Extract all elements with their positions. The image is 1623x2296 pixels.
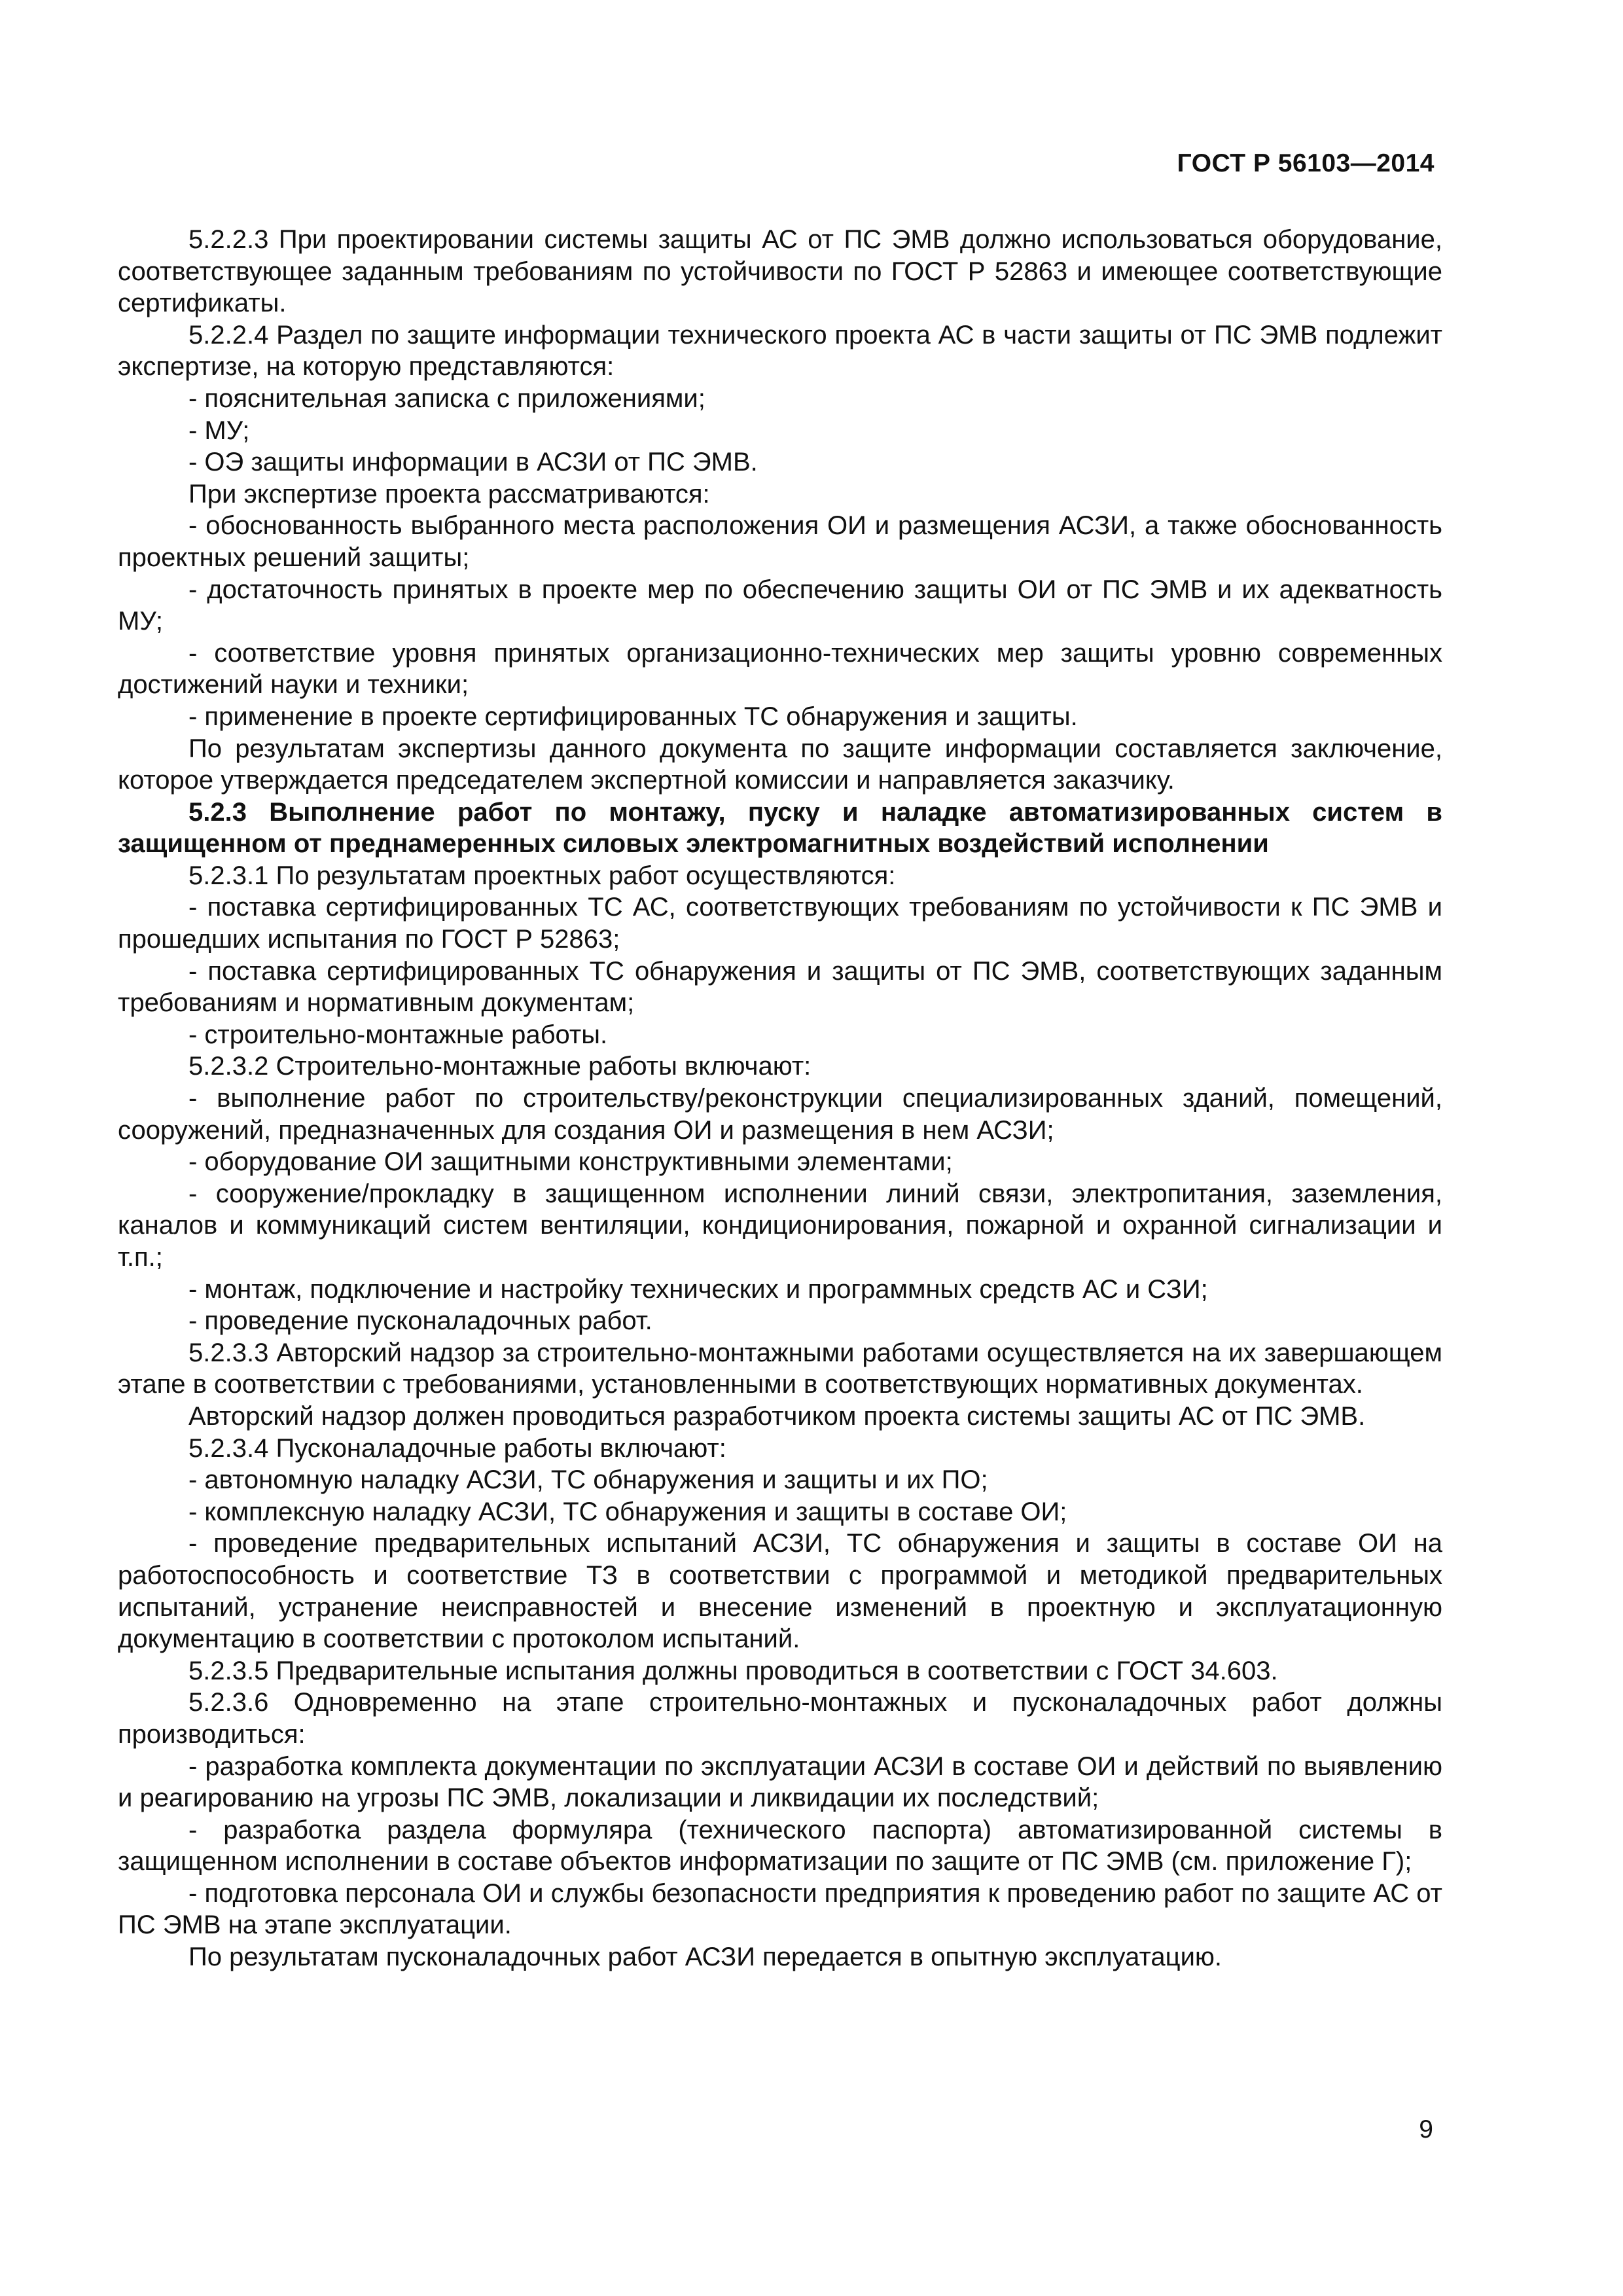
paragraph: - достаточность принятых в проекте мер по обеспечению защиты ОИ от ПС ЭМВ и их адекватность МУ;: [118, 575, 1442, 636]
paragraph: 5.2.2.4 Раздел по защите информации технического проекта АС в части защиты от ПС ЭМВ подлежит экспертизе, на которую представляются:: [118, 320, 1442, 382]
paragraph: - строительно-монтажные работы.: [188, 1020, 608, 1049]
paragraph: - монтаж, подключение и настройку технических и программных средств АС и СЗИ;: [188, 1274, 1208, 1304]
paragraph: - ОЭ защиты информации в АСЗИ от ПС ЭМВ.: [188, 448, 758, 477]
document-body: [118, 224, 1442, 1973]
page-number: 9: [1419, 2115, 1433, 2144]
paragraph: 5.2.3.5 Предварительные испытания должны проводиться в соответствии с ГОСТ 34.603.: [188, 1656, 1278, 1685]
paragraph: 5.2.3.3 Авторский надзор за строительно-монтажными работами осуществляется на их завершающем этапе в соответствии с требованиями, установленными в соответствующих нормативных документах.: [118, 1338, 1442, 1399]
section-heading: 5.2.3 Выполнение работ по монтажу, пуску и наладке автоматизированных систем в защищенном от преднамеренных силовых электромагнитных воздействий исполнении: [118, 797, 1442, 859]
paragraph: - поставка сертифицированных ТС АС, соответствующих требованиям по устойчивости к ПС ЭМВ и прошедших испытания по ГОСТ Р 52863;: [118, 893, 1442, 954]
paragraph: 5.2.3.6 Одновременно на этапе строительно-монтажных и пусконаладочных работ должны производиться:: [118, 1688, 1442, 1749]
paragraph: - выполнение работ по строительству/реконструкции специализированных зданий, помещений, сооружений, предназначенных для создания ОИ и размещения в нем АСЗИ;: [118, 1084, 1442, 1145]
paragraph: - сооружение/прокладку в защищенном исполнении линий связи, электропитания, заземления, каналов и коммуникаций систем вентиляции, кондиционирования, пожарной и охранной сигнализации и т.п.;: [118, 1179, 1442, 1272]
paragraph: - разработка раздела формуляра (технического паспорта) автоматизированной системы в защищенном исполнении в составе объектов информатизации по защите от ПС ЭМВ (см. приложение Г);: [118, 1815, 1442, 1876]
paragraph: 5.2.3.2 Строительно-монтажные работы включают:: [188, 1052, 812, 1081]
paragraph: - применение в проекте сертифицированных ТС обнаружения и защиты.: [188, 702, 1078, 731]
paragraph: По результатам экспертизы данного документа по защите информации составляется заключение, которое утверждается председателем экспертной комиссии и направляется заказчику.: [118, 734, 1442, 795]
paragraph: - комплексную наладку АСЗИ, ТС обнаружения и защиты в составе ОИ;: [188, 1497, 1067, 1526]
paragraph: - поставка сертифицированных ТС обнаружения и защиты от ПС ЭМВ, соответствующих заданным требованиям и нормативным документам;: [118, 956, 1442, 1018]
paragraph: - автономную наладку АСЗИ, ТС обнаружения и защиты и их ПО;: [188, 1465, 988, 1495]
paragraph: По результатам пусконаладочных работ АСЗИ передается в опытную эксплуатацию.: [188, 1943, 1222, 1972]
paragraph: - соответствие уровня принятых организационно-технических мер защиты уровню современных достижений науки и техники;: [118, 638, 1442, 700]
paragraph: Авторский надзор должен проводиться разработчиком проекта системы защиты АС от ПС ЭМВ.: [188, 1401, 1366, 1431]
paragraph: - разработка комплекта документации по эксплуатации АСЗИ в составе ОИ и действий по выявлению и реагированию на угрозы ПС ЭМВ, локализации и ликвидации их последствий;: [118, 1751, 1442, 1813]
paragraph: - подготовка персонала ОИ и службы безопасности предприятия к проведению работ по защите АС от ПС ЭМВ на этапе эксплуатации.: [118, 1878, 1442, 1940]
paragraph: При экспертизе проекта рассматриваются:: [188, 479, 710, 509]
paragraph: 5.2.3.4 Пусконаладочные работы включают:: [188, 1433, 726, 1463]
paragraph: - обоснованность выбранного места расположения ОИ и размещения АСЗИ, а также обоснованность проектных решений защиты;: [118, 511, 1442, 572]
paragraph: - проведение пусконаладочных работ.: [188, 1306, 652, 1336]
paragraph: - проведение предварительных испытаний АСЗИ, ТС обнаружения и защиты в составе ОИ на работоспособность и соответствие ТЗ в соответствии с программой и методикой предварительных испытаний, устранение неисправностей и внесение изменений в проектную и эксплуатационную документацию в соответствии с протоколом испытаний.: [118, 1529, 1442, 1654]
paragraph: 5.2.3.1 По результатам проектных работ осуществляются:: [188, 861, 896, 890]
document-header: ГОСТ Р 56103—2014: [1177, 149, 1435, 177]
paragraph: - пояснительная записка с приложениями;: [188, 384, 705, 413]
paragraph: - оборудование ОИ защитными конструктивными элементами;: [188, 1147, 953, 1177]
paragraph: - МУ;: [188, 416, 250, 445]
paragraph: 5.2.2.3 При проектировании системы защиты АС от ПС ЭМВ должно использоваться оборудование, соответствующее заданным требованиям по устойчивости по ГОСТ Р 52863 и имеющее соответствующие сертификаты.: [118, 225, 1442, 318]
